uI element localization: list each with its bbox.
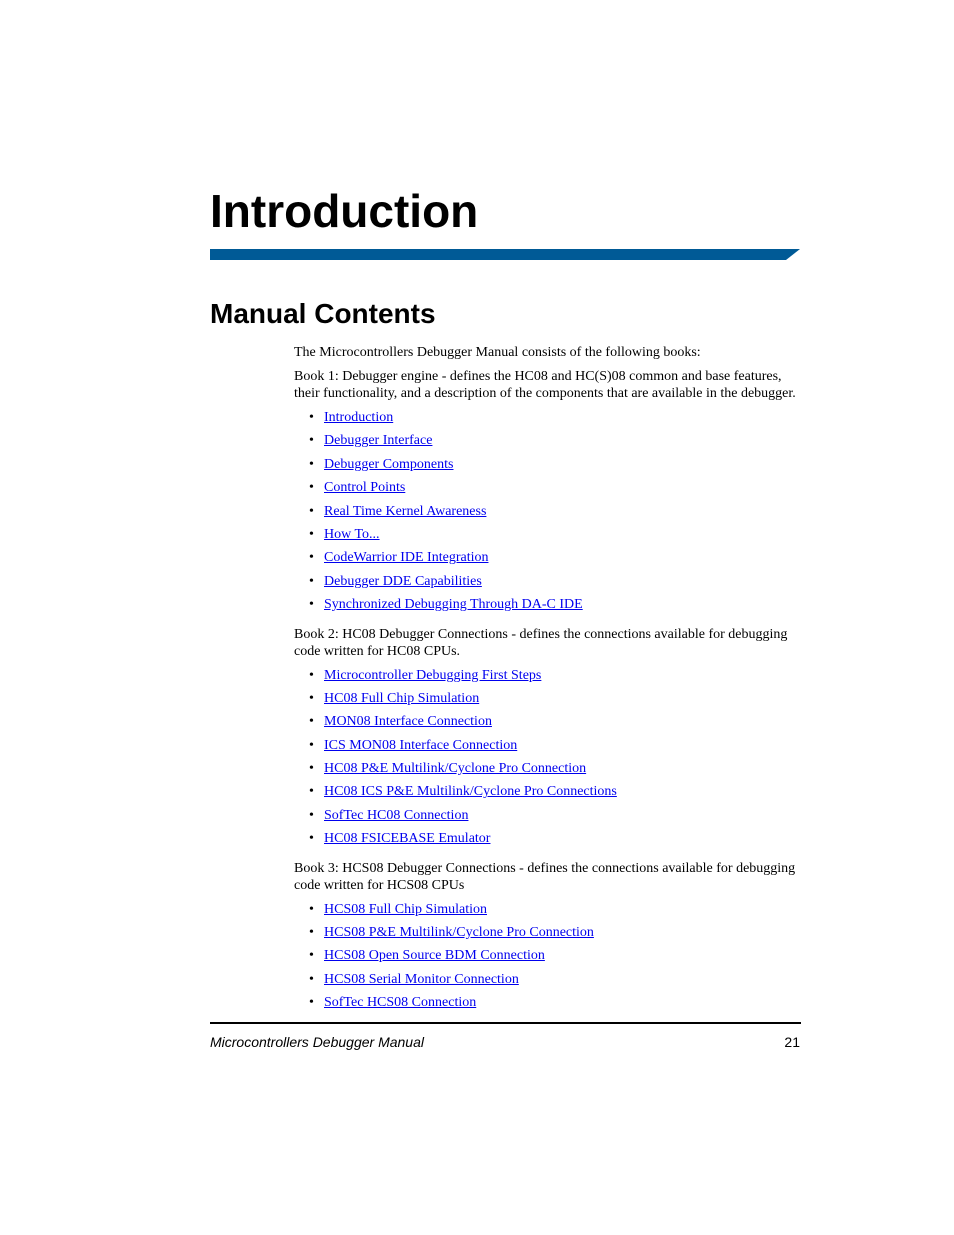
- section-title: Manual Contents: [210, 298, 436, 329]
- intro-paragraph: The Microcontrollers Debugger Manual consists of the following books:: [294, 345, 701, 360]
- list-item: [294, 667, 804, 690]
- link-mon08-interface-connection[interactable]: MON08 Interface Connection: [324, 714, 492, 730]
- link-real-time-kernel-awareness[interactable]: Real Time Kernel Awareness: [324, 503, 487, 519]
- link-hc08-ics-pe-multilink-connections[interactable]: HC08 ICS P&E Multilink/Cyclone Pro Connections: [324, 784, 617, 800]
- footer-rule: [210, 1022, 801, 1024]
- footer-manual-title: Microcontrollers Debugger Manual: [210, 1034, 424, 1050]
- list-item: [294, 901, 804, 924]
- chapter-title-rule: [210, 249, 800, 260]
- list-item: [294, 549, 804, 572]
- list-item: [294, 456, 804, 479]
- bullet-icon: •: [309, 807, 314, 823]
- book-1-link-list: [294, 409, 804, 620]
- list-item: [294, 479, 804, 502]
- bullet-icon: •: [309, 480, 314, 496]
- bullet-icon: •: [309, 995, 314, 1011]
- list-item: [294, 760, 804, 783]
- bullet-icon: •: [309, 925, 314, 941]
- list-item: [294, 690, 804, 713]
- link-hcs08-open-source-bdm-connection[interactable]: HCS08 Open Source BDM Connection: [324, 948, 545, 964]
- chapter-title: Introduction: [210, 185, 479, 237]
- link-hcs08-serial-monitor-connection[interactable]: HCS08 Serial Monitor Connection: [324, 971, 519, 987]
- book-2-description: Book 2: HC08 Debugger Connections - defines the connections available for debugging code written for HC08 CPUs.: [294, 626, 788, 659]
- link-how-to[interactable]: How To...: [324, 526, 380, 542]
- bullet-icon: •: [309, 667, 314, 683]
- list-item: [294, 526, 804, 549]
- bullet-icon: •: [309, 456, 314, 472]
- bullet-icon: •: [309, 784, 314, 800]
- link-debugger-components[interactable]: Debugger Components: [324, 456, 454, 472]
- link-hc08-pe-multilink-connection[interactable]: HC08 P&E Multilink/Cyclone Pro Connection: [324, 761, 587, 777]
- book-3-link-list: [294, 901, 804, 1018]
- footer-page-number: 21: [784, 1034, 800, 1050]
- link-microcontroller-debugging-first-steps[interactable]: Microcontroller Debugging First Steps: [324, 667, 542, 683]
- link-softec-hcs08-connection[interactable]: SofTec HCS08 Connection: [324, 995, 477, 1011]
- bullet-icon: •: [309, 831, 314, 847]
- link-codewarrior-ide-integration[interactable]: CodeWarrior IDE Integration: [324, 550, 489, 566]
- list-item: [294, 807, 804, 830]
- bullet-icon: •: [309, 526, 314, 542]
- bullet-icon: •: [309, 971, 314, 987]
- list-item: [294, 573, 804, 596]
- bullet-icon: •: [309, 714, 314, 730]
- link-softec-hc08-connection[interactable]: SofTec HC08 Connection: [324, 807, 469, 823]
- book-2-link-list: [294, 667, 804, 854]
- bullet-icon: •: [309, 573, 314, 589]
- link-synchronized-debugging[interactable]: Synchronized Debugging Through DA-C IDE: [324, 597, 583, 613]
- title-rule-bar: [210, 249, 800, 260]
- link-hc08-fsicebase-emulator[interactable]: HC08 FSICEBASE Emulator: [324, 831, 491, 847]
- list-item: [294, 971, 804, 994]
- link-control-points[interactable]: Control Points: [324, 480, 406, 496]
- list-item: [294, 737, 804, 760]
- list-item: [294, 994, 804, 1017]
- bullet-icon: •: [309, 597, 314, 613]
- list-item: [294, 924, 804, 947]
- book-1-description: Book 1: Debugger engine - defines the HC08 and HC(S)08 common and base features, their functionality, and a description of the components that are available in the debugger.: [294, 369, 796, 401]
- bullet-icon: •: [309, 761, 314, 777]
- list-item: [294, 947, 804, 970]
- list-item: [294, 432, 804, 455]
- link-introduction[interactable]: Introduction: [324, 410, 394, 425]
- list-item: [294, 596, 804, 619]
- book-3-description: Book 3: HCS08 Debugger Connections - defines the connections available for debugging code written for HCS08 CPUs: [294, 860, 796, 893]
- link-hcs08-pe-multilink-connection[interactable]: HCS08 P&E Multilink/Cyclone Pro Connection: [324, 925, 594, 941]
- bullet-icon: •: [309, 550, 314, 566]
- list-item: [294, 830, 804, 853]
- list-item: [294, 503, 804, 526]
- link-ics-mon08-interface-connection[interactable]: ICS MON08 Interface Connection: [324, 737, 518, 753]
- list-item: [294, 713, 804, 736]
- bullet-icon: •: [309, 410, 314, 425]
- link-debugger-dde-capabilities[interactable]: Debugger DDE Capabilities: [324, 573, 482, 589]
- list-item: [294, 409, 804, 432]
- link-debugger-interface[interactable]: Debugger Interface: [324, 433, 433, 449]
- bullet-icon: •: [309, 690, 314, 706]
- bullet-icon: •: [309, 433, 314, 449]
- bullet-icon: •: [309, 737, 314, 753]
- bullet-icon: •: [309, 901, 314, 917]
- list-item: [294, 783, 804, 806]
- bullet-icon: •: [309, 503, 314, 519]
- link-hcs08-full-chip-simulation[interactable]: HCS08 Full Chip Simulation: [324, 901, 487, 917]
- bullet-icon: •: [309, 948, 314, 964]
- manual-contents-body: [294, 344, 804, 1024]
- link-hc08-full-chip-simulation[interactable]: HC08 Full Chip Simulation: [324, 690, 480, 706]
